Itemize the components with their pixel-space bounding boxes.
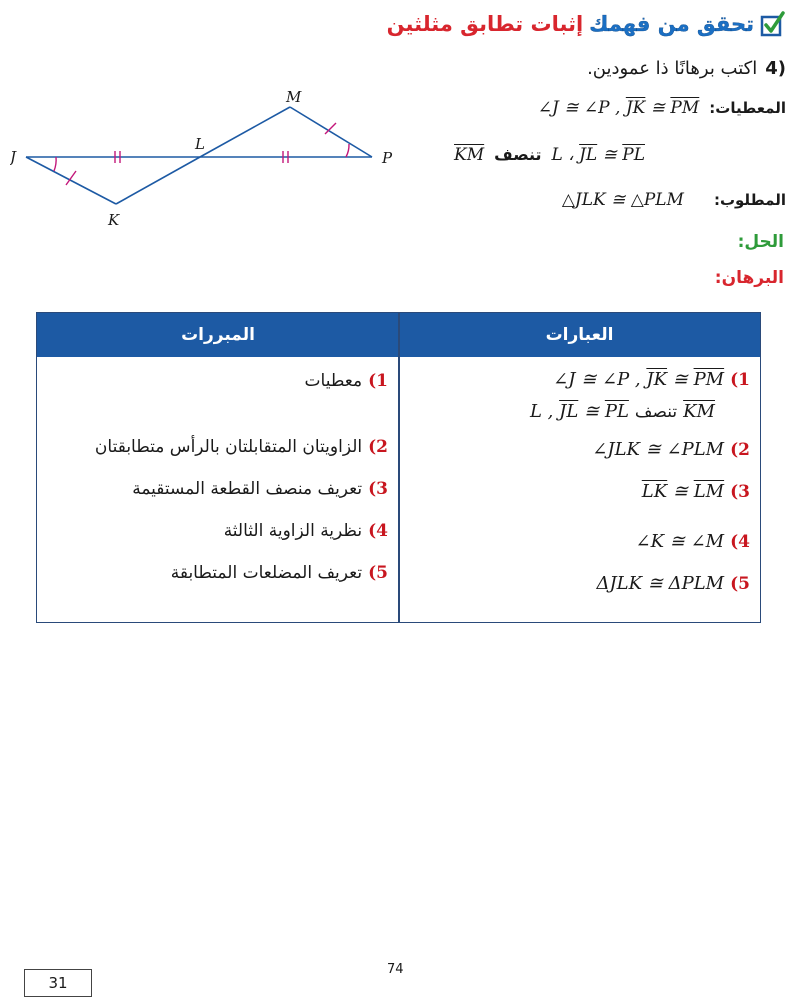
statement-text: ∠J ≅ ∠P , $\overline{JK}$ ≅ $\overline{PM}$ [553,369,725,390]
given-row-2 [454,145,645,165]
segment-jk [26,157,116,204]
vertex-label-j: J [10,148,17,166]
vertex-label-m: M [286,88,302,106]
checkmark-square-icon [760,11,786,37]
statement-row-5 [596,573,750,594]
reason-number: 1) [368,371,388,391]
header-reasons: المبررات [37,313,399,357]
statement-row-3 [642,481,750,502]
reason-number: 4) [368,521,388,541]
reason-text: الزاويتان المتقابلتان بالرأس متطابقتان [94,437,363,457]
given-line-2-km: $\overline{KM}$ [454,145,485,165]
statement-number: 3) [730,481,750,502]
page-box: 31 [24,969,92,997]
statement-number: 4) [730,531,750,552]
two-column-proof-table [36,312,761,623]
vertex-label-l: L [195,135,205,153]
proof-label: البرهان: [714,268,784,288]
statement-row-4 [636,531,750,552]
reason-text: معطيات [304,371,363,391]
column-divider [398,313,400,622]
statement-text: $\overline{LK}$ ≅ $\overline{LM}$ [641,481,725,502]
statement-row-1b [530,401,715,422]
reason-text: تعريف المضلعات المتطابقة [170,563,363,583]
reason-text: نظرية الزاوية الثالثة [223,521,363,541]
given-line-1: ∠J ≅ ∠P , $\overline{JK}$ ≅ $\overline{PM}$ [537,98,700,118]
reason-row-5 [171,563,388,583]
given-line-2-word: تنصف [494,145,542,164]
given-row-1 [538,98,786,118]
solution-label: الحل: [737,232,784,252]
reason-row-3 [132,479,388,499]
given-label: المعطيات: [709,99,786,117]
statement-text: ΔJLK ≅ ΔPLM [596,573,725,594]
statement-number: 5) [730,573,750,594]
segment-kl [116,157,200,204]
statement-word: تنصف [634,401,678,422]
prove-row [562,190,786,210]
reason-number: 5) [368,563,388,583]
question-number: 4) [765,58,786,79]
segment-lm [200,107,290,157]
reason-row-2 [95,437,388,457]
reason-row-4 [224,521,388,541]
reason-row-1 [305,371,388,391]
statement-row-1 [553,369,750,390]
prove-label: المطلوب: [713,191,786,209]
statement-text: ∠JLK ≅ ∠PLM [592,439,725,460]
given-line-2-rest: L ، $\overline{JL}$ ≅ $\overline{PL}$ [551,145,645,165]
header-statements: العبارات [399,313,760,357]
segment-mp [290,107,372,157]
triangle-figure [10,85,395,230]
statement-number: 2) [730,439,750,460]
reason-text: تعريف منصف القطعة المستقيمة [132,479,363,499]
statement-text: ∠K ≅ ∠M [635,531,725,552]
statement-text-2: L , $\overline{JL}$ ≅ $\overline{PL}$ [530,401,629,422]
reason-number: 2) [368,437,388,457]
question-line [587,58,786,79]
question-text: اكتب برهانًا ذا عمودين. [587,58,758,79]
lesson-title: تحقق من فهمك [589,12,754,36]
statement-row-2 [592,439,750,460]
vertex-label-p: P [382,149,393,167]
vertex-label-k: K [108,211,120,229]
statement-km: $\overline{KM}$ [683,401,715,422]
page-number: 74 [387,962,404,977]
section-header [387,4,786,44]
topic-title: إثبات تطابق مثلثين [386,12,584,36]
prove-statement: △JLK ≅ △PLM [561,190,684,210]
reason-number: 3) [368,479,388,499]
statement-number: 1) [730,369,750,390]
